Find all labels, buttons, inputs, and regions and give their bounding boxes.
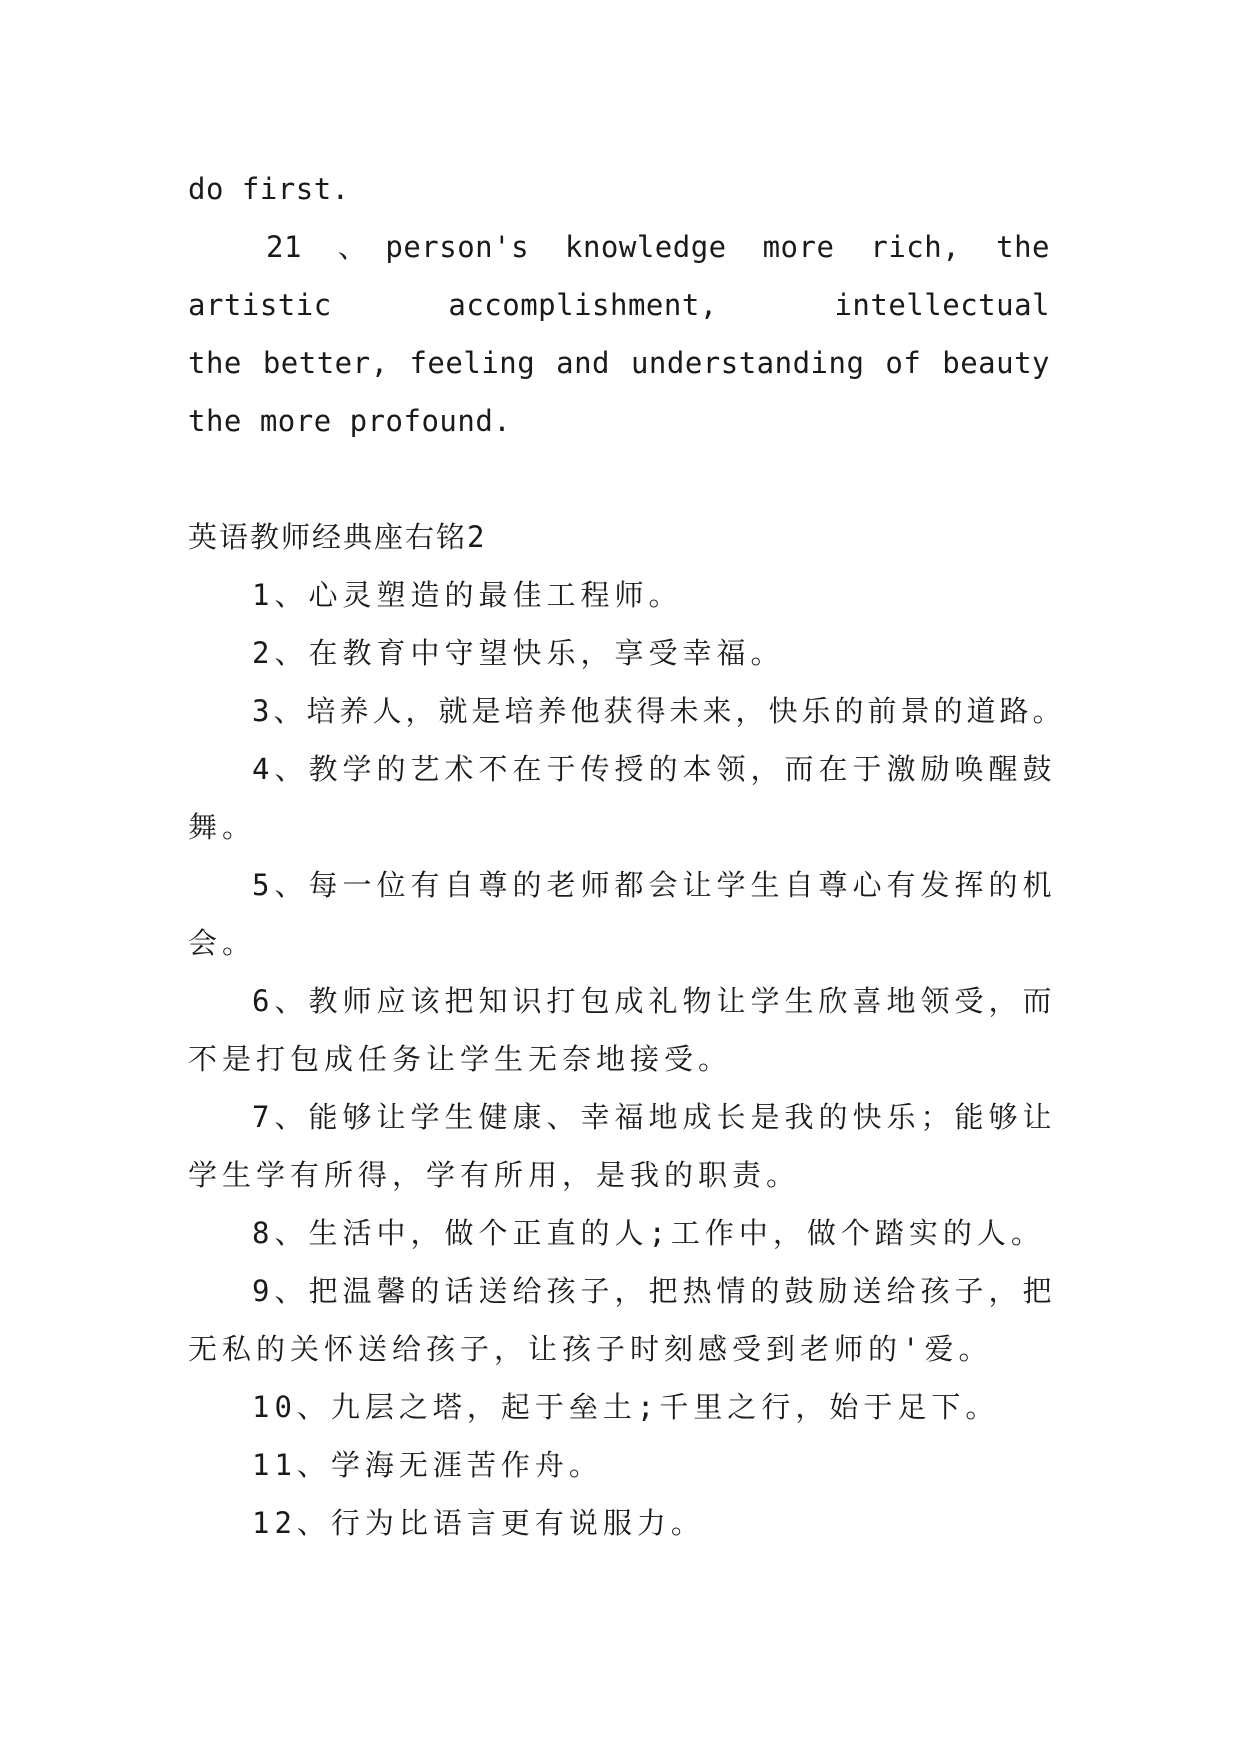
paragraph-line: the better, feeling and understanding of beauty (188, 346, 1050, 380)
quote-line: 3、培养人，就是培养他获得未来，快乐的前景的道路。 (252, 694, 1066, 728)
quote-line: 11、学海无涯苦作舟。 (252, 1448, 603, 1482)
section-spacer (188, 450, 1050, 508)
paragraph-line: the more profound. (188, 404, 512, 438)
paragraph-line: do first. (188, 172, 350, 206)
quote-line: 8、生活中，做个正直的人;工作中，做个踏实的人。 (252, 1216, 1045, 1250)
quote-line: 无私的关怀送给孩子，让孩子时刻感受到老师的'爱。 (188, 1332, 993, 1366)
section-heading: 英语教师经典座右铭2 (188, 520, 487, 554)
quote-line: 学生学有所得，学有所用，是我的职责。 (188, 1158, 801, 1192)
paragraph-line: artistic accomplishment, intellectual (188, 288, 1050, 322)
quote-line: 12、行为比语言更有说服力。 (252, 1506, 705, 1540)
quote-line: 4、教学的艺术不在于传授的本领，而在于激励唤醒鼓 (252, 752, 1057, 786)
quote-line: 5、每一位有自尊的老师都会让学生自尊心有发挥的机 (252, 868, 1057, 902)
paragraph-line: 21 、person's knowledge more rich, the (266, 230, 1050, 264)
quote-line: 2、在教育中守望快乐，享受幸福。 (252, 636, 785, 670)
quote-line: 6、教师应该把知识打包成礼物让学生欣喜地领受，而 (252, 984, 1057, 1018)
page-content (188, 160, 1066, 1552)
quote-line: 10、九层之塔，起于垒土;千里之行，始于足下。 (252, 1390, 1000, 1424)
quote-line: 会。 (188, 926, 257, 960)
quote-line: 7、能够让学生健康、幸福地成长是我的快乐；能够让 (252, 1100, 1057, 1134)
quote-line: 1、心灵塑造的最佳工程师。 (252, 578, 683, 612)
quote-line: 不是打包成任务让学生无奈地接受。 (188, 1042, 733, 1076)
quote-line: 9、把温馨的话送给孩子，把热情的鼓励送给孩子，把 (252, 1274, 1057, 1308)
quote-line: 舞。 (188, 810, 257, 844)
